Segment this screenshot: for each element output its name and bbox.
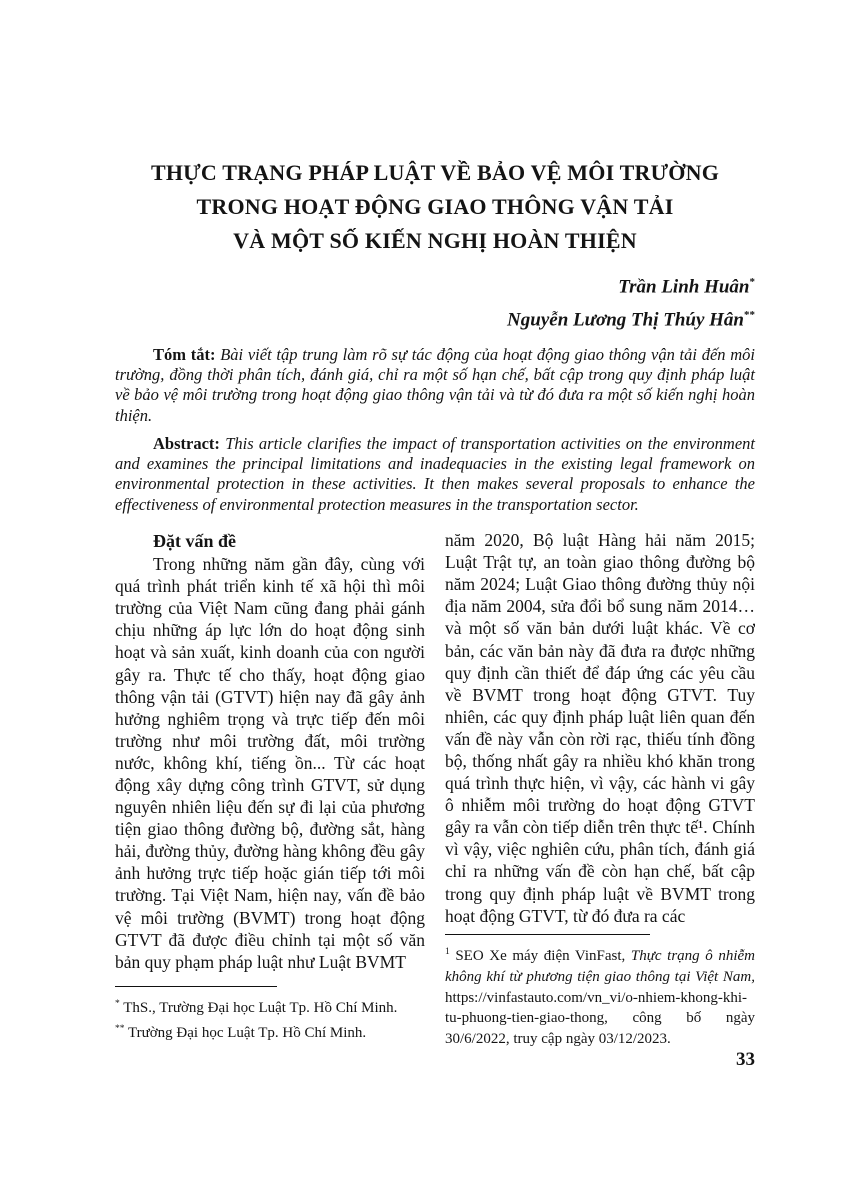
footnote-author-2-marker: **: [115, 1024, 125, 1035]
body-paragraph-right: năm 2020, Bộ luật Hàng hải năm 2015; Luật Trật tự, an toàn giao thông đường bộ năm 2024; Luật Giao thông đường thủy nội địa năm 2004, sửa đổi bổ sung năm 2014… và một số văn bản dưới luật khác. Về cơ bản, các văn bản này đã đưa ra được những quy định cần thiết để đáp ứng các yêu cầu về BVMT trong hoạt động GTVT. Tuy nhiên, các quy định pháp luật liên quan đến vấn đề này vẫn còn rời rạc, thiếu tính đồng bộ, thống nhất gây ra nhiều khó khăn trong quá trình thực hiện, vì vậy, các hành vi gây ô nhiễm môi trường do hoạt động GTVT gây ra vẫn còn tiếp diễn trên thực tế¹. Chính vì vậy, việc nghiên cứu, phân tích, đánh giá chỉ ra những vấn đề còn hạn chế, bất cập trong quy định pháp luật về BVMT trong hoạt động GTVT, từ đó đưa ra các: [445, 530, 755, 926]
article-title: [115, 0, 755, 258]
footnote-separator: [115, 986, 277, 987]
abstract-english: [115, 434, 755, 515]
abstract-vietnamese-text: Bài viết tập trung làm rõ sự tác động của hoạt động giao thông vận tải đến môi trường, đồng thời phân tích, đánh giá, chỉ ra một số hạn chế, bất cập trong quy định pháp luật về bảo vệ môi trường trong hoạt động giao thông vận tải và từ đó đưa ra một số kiến nghị hoàn thiện.: [115, 344, 756, 425]
footnote-reference-1-suffix: https://vinfastauto.com/vn_vi/o-nhiem-khong-khi-tu-phuong-tien-giao-thong, công bố ngày 30/6/2022, truy cập ngày 03/12/2023.: [445, 989, 755, 1048]
abstract-english-label: Abstract:: [153, 433, 220, 453]
footnote-reference-1: [445, 942, 755, 1050]
page-number: 33: [736, 1049, 755, 1070]
article-title-line-2: TRONG HOẠT ĐỘNG GIAO THÔNG VẬN TẢI: [196, 194, 674, 219]
footnote-reference-1-marker: 1: [445, 947, 450, 958]
page-content: [115, 0, 755, 1050]
abstract-vietnamese: [115, 345, 755, 426]
author-list: [115, 268, 755, 335]
footnote-reference-1-prefix: SEO Xe máy điện VinFast,: [455, 948, 631, 965]
left-column: [115, 529, 425, 1050]
article-title-line-1: THỰC TRẠNG PHÁP LUẬT VỀ BẢO VỆ MÔI TRƯỜNG: [150, 160, 720, 185]
footnote-author-1-marker: *: [115, 999, 120, 1010]
body-paragraph-left: Trong những năm gần đây, cùng với quá trình phát triển kinh tế xã hội thì môi trường của Việt Nam cũng đang phải gánh chịu những áp lực lớn do hoạt động sinh hoạt và sản xuất, kinh doanh của con người gây ra. Thực tế cho thấy, hoạt động giao thông vận tải (GTVT) hiện nay đã gây ảnh hưởng nghiêm trọng và trực tiếp đến môi trường như môi trường đất, môi trường nước, không khí, tiếng ồn... Từ các hoạt động xây dựng công trình GTVT, sử dụng nguyên nhiên liệu đến sự đi lại của phương tiện giao thông đường bộ, đường sắt, hàng hải, đường thủy, đường hàng không đều gây ảnh hưởng trực tiếp hoặc gián tiếp tới môi trường. Tại Việt Nam, hiện nay, vấn đề bảo vệ môi trường (BVMT) trong hoạt động GTVT đã được điều chỉnh tại một số văn bản quy phạm pháp luật như Luật BVMT: [115, 554, 425, 972]
author-2-name: Nguyễn Lương Thị Thúy Hân: [507, 309, 744, 331]
author-2: [115, 301, 755, 334]
footnote-author-1-text: ThS., Trường Đại học Luật Tp. Hồ Chí Minh.: [123, 1000, 398, 1017]
body-columns: [115, 529, 755, 1050]
left-footnote-block: [115, 986, 425, 1044]
abstract-english-text: This article clarifies the impact of transportation activities on the environment and examines the principal limitations and inadequacies in the existing legal framework on environmental protection in these activities. It then makes several proposals to enhance the effectiveness of environmental protection measures in the transportation sector.: [115, 433, 755, 514]
footnote-cited-work-title: Thực trạng ô nhiễm không khí từ phương tiện giao thông tại Việt Nam,: [445, 948, 755, 985]
footnote-author-2-text: Trường Đại học Luật Tp. Hồ Chí Minh.: [127, 1025, 367, 1042]
footnote-separator: [445, 934, 650, 935]
author-1: [115, 268, 755, 301]
author-1-name: Trần Linh Huân: [618, 276, 750, 298]
footnote-author-1: [115, 994, 425, 1019]
author-1-affiliation-marker: *: [749, 276, 755, 288]
right-column-body: [445, 529, 755, 927]
right-footnote-block: [445, 934, 755, 1050]
left-column-body: [115, 529, 425, 973]
author-2-affiliation-marker: **: [744, 309, 755, 322]
section-heading: Đặt vấn đề: [153, 531, 237, 552]
right-column: [445, 529, 755, 1050]
footnote-author-2: [115, 1019, 425, 1044]
abstract-vietnamese-label: Tóm tắt:: [153, 344, 216, 364]
article-title-line-3: VÀ MỘT SỐ KIẾN NGHỊ HOÀN THIỆN: [233, 228, 637, 253]
